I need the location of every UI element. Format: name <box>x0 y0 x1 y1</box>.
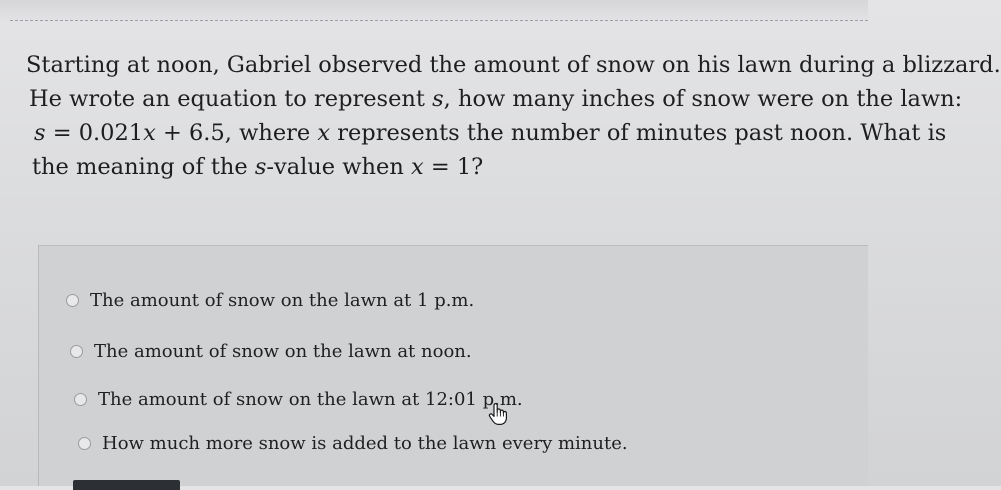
question-text-segment: He wrote an equation to represent <box>29 86 433 112</box>
answer-option-label: The amount of snow on the lawn at 1 p.m. <box>90 290 475 311</box>
question-text-segment: the meaning of the <box>32 154 255 180</box>
top-strip <box>0 0 868 20</box>
question-line-2 <box>29 82 963 116</box>
math-variable-s: s <box>34 120 46 146</box>
answer-option-label: The amount of snow on the lawn at noon. <box>94 341 472 362</box>
radio-button[interactable] <box>66 294 79 307</box>
question-text-segment: -value when <box>266 154 411 180</box>
math-variable-x: x <box>317 120 331 146</box>
question-text-segment: , where <box>224 120 318 146</box>
math-variable-x: x <box>143 120 156 146</box>
dashed-divider <box>10 20 868 21</box>
radio-button[interactable] <box>70 345 83 358</box>
math-variable-s: s <box>254 154 267 180</box>
answer-option-label: How much more snow is added to the lawn every minute. <box>102 433 628 454</box>
answer-option-2[interactable] <box>70 341 472 362</box>
submit-button[interactable] <box>73 480 180 490</box>
math-variable-s: s <box>432 86 444 112</box>
question-line-4 <box>32 150 856 184</box>
math-variable-x: x <box>410 154 424 180</box>
question-text-segment: = 1? <box>423 154 484 180</box>
question-line-1: Starting at noon, Gabriel observed the amount of snow on his lawn during a blizzard. <box>26 52 1001 78</box>
question-text <box>26 48 1001 184</box>
question-text-segment: , how many inches of snow were on the lawn: <box>443 86 963 112</box>
answer-option-4[interactable] <box>78 433 628 454</box>
radio-button[interactable] <box>78 437 91 450</box>
answer-option-1[interactable] <box>66 290 474 311</box>
question-text-segment: represents the number of minutes past noon. What is <box>330 120 947 146</box>
radio-button[interactable] <box>74 393 87 406</box>
equation-segment: + 6.5 <box>155 120 225 146</box>
equation-segment: = 0.021 <box>45 120 144 146</box>
answer-option-3[interactable] <box>74 389 523 410</box>
question-line-3 <box>34 116 947 150</box>
hand-pointer-icon <box>487 402 509 426</box>
answer-option-label: The amount of snow on the lawn at 12:01 p.m. <box>98 389 523 410</box>
